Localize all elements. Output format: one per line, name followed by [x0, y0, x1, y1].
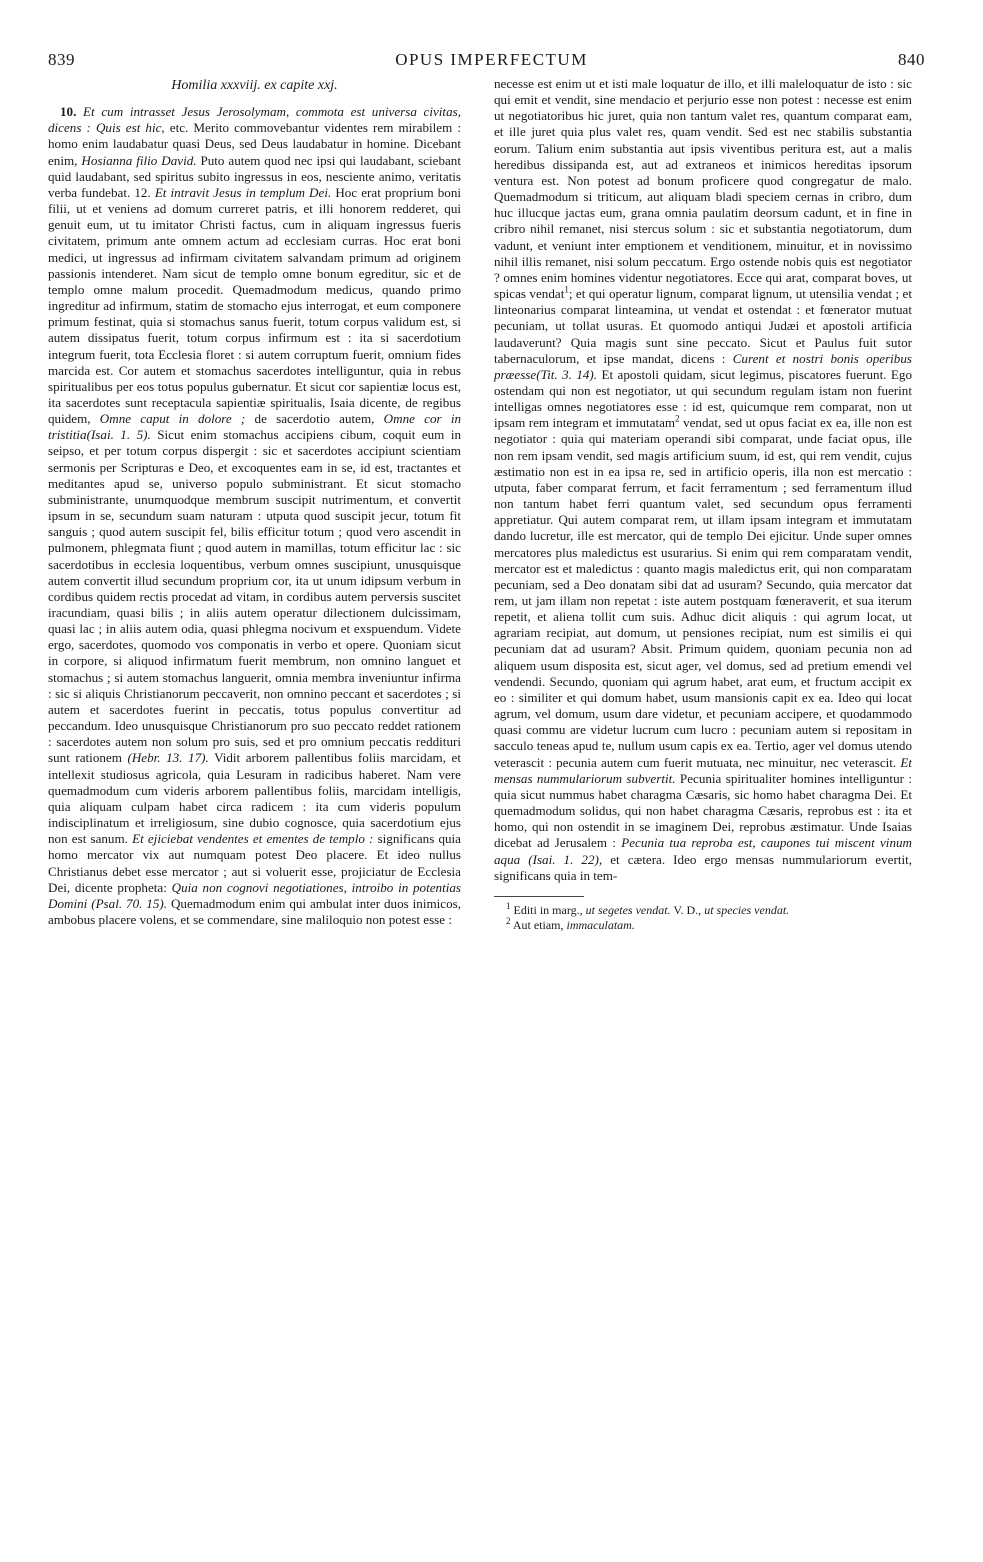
scripture-reference: (Tit. 3. 14).	[536, 366, 598, 382]
scripture-quote: Quia non cognovi negotiationes, introibo in potentias Domini	[48, 879, 461, 911]
scripture-quote: Et mensas nummulariorum subvertit.	[494, 754, 912, 786]
scripture-reference: (Hebr. 13. 17).	[127, 750, 209, 766]
body-text: et cætera. Ideo ergo mensas nummulariorum evertit, significans quia in tem-	[494, 851, 913, 883]
scripture-quote: Omne cor in tristitia	[48, 411, 462, 443]
footnote-text: ut segetes vendat.	[585, 902, 671, 917]
body-text: significans quia homo mercator vix aut numquam potest Deo placere. Et ideo nullus Christianus debet esse mercator ; aut si voluerit esse, projiciatur de Ecclesia Dei, dicente propheta:	[48, 831, 461, 895]
homily-title: Homilia xxxviij. ex capite xxj.	[171, 78, 338, 93]
scripture-quote: Hosianna filio David.	[81, 152, 197, 168]
footnote-mark: 2	[506, 915, 511, 926]
verse-number: 10.	[60, 104, 77, 120]
paragraph	[494, 76, 912, 884]
footnote-text: Editi in marg.,	[513, 902, 583, 917]
running-title: OPUS IMPERFECTUM	[395, 50, 588, 69]
footnote-ref: 2	[675, 413, 680, 424]
verse-number: 12.	[134, 184, 151, 200]
body-text: ; et qui operatur lignum, comparat lignum, ut utensilia vendat ; et linteonarius comparat linteamina, ut vendat et ostendat : et fœnerator mutuat pecuniam, ut tollat usuras. Et quomodo antiqui Judæi et apostoli artificia laudaverunt? Quia magis sunt sine peccato. Sicut et Paulus fuit sutor tabernaculorum, et ipse mandat, dicens :	[494, 286, 912, 366]
footnote-text: immaculatam.	[566, 917, 635, 932]
footnote-mark: 1	[506, 900, 511, 911]
right-column	[494, 76, 912, 933]
footnote-ref: 1	[564, 284, 569, 295]
body-text: etc. Merito commovebantur videntes rem mirabilem : homo enim laudabatur quasi Deus, sed Deus laudabatur in homine. Dicebant enim,	[48, 120, 461, 168]
body-text: Puto autem quod nec ipsi qui laudabant, sciebant quid laudabant, sed spiritus subito ingressus in eos, nesciente animo, veritatis verba fundebat.	[48, 152, 461, 200]
scripture-quote: Curent et nostri bonis operibus præesse	[494, 350, 913, 382]
scripture-quote: Et ejiciebat vendentes et ementes de templo :	[132, 831, 374, 847]
body-text: necesse est enim ut et isti male loquatur de illo, et illi maleloquatur de isto : sic qui emit et vendit, sine mendacio et perjurio esse non potest : necesse est enim ut negotiatoribus hic juret, quia non tantum valet res, quantum comparat eam, et ille juret quia plus valet res, quam vendit. Sed est nec stabilis substantia eorum. Talium enim substantia aut ipsis viventibus peritura est, aut a malis heredibus dissipanda est, aut ad extraneos et inimicos hereditas ipsorum ventura est. Non potest ad bonum proficere quod congregatur de malo. Quemadmodum si triticum, aut aliquam bladi speciem cernas in cribro, dum huc illucque jactas eum, grana omnia paulatim deorsum cadunt, et in fine in cribro nihil remanet, nisi stercus solum : sic et substantia negotiatorum, dum vadunt, et veniunt inter emptionem et venditionem, minuitur, et in novissimo nihil illis remanet, nisi solum peccatum. Ergo ostende nobis quis est negotiator ? omnes enim homines videntur negotiatores. Ecce qui arat, comparat boves, ut spicas vendat	[494, 76, 912, 302]
body-text: Quemadmodum enim qui ambulat inter duos inimicos, ambobus placere volens, et se commendare, sine maliloquio non potest esse :	[48, 895, 462, 927]
body-text: Et apostoli quidam, sicut legimus, piscatores fuerunt. Ego ostendam qui non est negotiator, ut qui secundum regulam istam non fuerint intelligas omnes negotiatores esse : id est, quicumque rem comparat, non ut ipsam rem integram et immutatam	[494, 366, 912, 431]
page-number-left: 839	[48, 50, 75, 69]
footnote-text: ut species vendat.	[704, 902, 790, 917]
footnote	[494, 915, 912, 933]
page-number-right: 840	[898, 50, 925, 69]
body-text: vendat, sed ut opus faciat ex ea, ille non est negotiator : quia qui materiam operandi sibi comparat, unde faciat opus, ille non rem ipsam vendit, sed magis artificium suum, id est, qui rem vendit, cujus æstimatio non est in ea ipsa re, sed in artificio operis, illa non est mercatio : utputa, faber comparat ferrum, et facit ferramentum ; sed ferramentum illud non tantum habet ferri quantum valet, sed secundum opus ferramenti appretiatur. Qui autem comparat rem, ut illam ipsam integram et immutatam dando lucretur, ille est mercator, qui de templo Dei ejicitur. Unde super omnes mercatores plus maledictus est usurarius. Si enim qui rem comparatam vendit, mercator est et maledictus : quanto magis maledictus erit, qui non comparatam pecuniam, sed a Deo donatam sibi dat ad usuram? Secundo, quia mercator dat rem, ut jam illam non repetat : iste autem postquam fœneraverit, et sua iterum repetit, et aliena tollit cum suis. Adhuc dicit aliquis : qui agrum locat, ut agrariam recipiat, aut domum, ut pensiones recipiat, num est similis ei qui pecuniam dat ad usuram? Absit. Primum quidem, quoniam pecunia non ad aliquem usum disposita est, sicut ager, vel domus, sed ad pretium emendi vel vendendi. Secundo, quoniam qui agrum habet, arat eum, et fructum accipit ex eo : similiter et qui domum habet, usum mansionis capit ex ea. Ideo qui locat agrum, vel domum, usum dare videtur, et pecuniam accipere, et quodammodo quasi commu are videtur lucrum cum lucro : pecuniam autem si repositam in sacculo teneas apud te, nullum usum capis ex ea. Tertio, ager vel domus utendo veterascit : pecunia autem cum fuerit mutuata, nec minuitur, nec veterascit.	[494, 415, 913, 770]
left-column	[48, 76, 461, 928]
paragraph	[48, 104, 461, 928]
scripture-quote: Pecunia tua reproba est, caupones tui miscent vinum aqua	[494, 835, 912, 867]
body-text: Pecunia spiritualiter homines intelliguntur : quia sicut nummus habet charagma Cæsaris, sic homo habet charagma Dei. Et quemadmodum solidus, qui non habet charagma Cæsaris, reprobus est : ita et homo, qui non ostendit in se imaginem Dei, reprobus æstimatur. Unde Isaias dicebat ad Jerusalem :	[494, 770, 912, 851]
body-text: de sacerdotio autem,	[254, 411, 375, 427]
scripture-reference: (Psal. 70. 15).	[91, 895, 168, 911]
footnote-rule	[494, 896, 584, 897]
body-text: Sicut enim stomachus accipiens cibum, coquit eum in seipso, et per totum corpus dispergit : sic et sacerdotes accipiunt scientiam sermonis per Scripturas e Deo, et excoquentes eam in se, id est, tractantes et meditantes apud se, universo populo subministrant. Et sicut stomacho subministrante, unumquodque membrum suscipit nutrimentum, et convertit ipsum in se, secundum suam naturam : utputa quod suscipit jecur, totum fit sanguis ; quod autem suscipit fel, bilis efficitur totum ; quod vero ascendit in pulmonem, phlegmata fiunt ; quod autem in mamillas, totum efficitur lac : sic sacerdotibus in ecclesia loquentibus, verbum omnes suscipiunt, unusquisque autem convertit illud secundum proprium cor, ita ut unum idipsum verbum in cordibus quidem rectis procedat ad vitam, in cordibus autem perversis suscitet iracundiam, quasi bilis ; in aliis autem operatur dilectionem dulcissimam, quasi lac ; in aliis autem odia, quasi phlegma nocivum et exspuendum. Videte ergo, sacerdotes, quomodo vos componatis in verbo et opere. Quoniam sicut in corpore, si aliquod infirmatum fuerit membrum, non omnino languet et stomachus ; si autem stomachus languerit, omnia membra inveniuntur infirma : sic si aliquis Christianorum peccaverit, non omnino peccant et sacerdotes ; si autem et sacerdotes fuerint in peccatis, totus populus convertitur ad peccandum. Ideo unusquisque Christianorum pro suo peccato reddet rationem : sacerdotes autem non solum pro suis, sed et pro omnium peccatis reddituri sunt rationem	[48, 427, 461, 766]
body-text: Vidit arborem pallentibus foliis marcidam, et intellexit studiosus agricola, quia Lesuram in radicibus haberet. Nam vere quemadmodum cum videris arborem pallentibus foliis, marcidam intelligis, quia aliquam culpam habet circa radicem : ita cum videris populum indisciplinatum et irreligiosum, sine dubio cognosce, quia sacerdotium ejus non est sanum.	[48, 750, 461, 847]
body-text: Hoc erat proprium boni filii, ut et veniens ad domum curreret patris, et illi honorem redderet, qui genuit eum, ut tu imitator Christi factus, cum in aliquam ingressus fueris civitatem, primum ante omnem actum ad ecclesiam curras. Hoc erat boni medici, ut ingressus ad infirmam civitatem salvandam primum ad originem passionis intenderet. Nam sicut de templo omne bonum egreditur, sic et de templo omne malum procedit. Quemadmodum medicus, quando primo ingreditur ad infirmum, statim de stomacho ejus interrogat, et eum componere primum festinat, quia si stomachus sanus fuerit, totum corpus validum est, si autem dissipatus fuerit, totum corpus infirmum est : ita si sacerdotium integrum fuerit, tota Ecclesia floret : si autem corruptum fuerit, omnium fides marcida est. Cor autem et stomachus sacerdotes intelliguntur, quia in rebus spiritualibus per eos totus populus gubernatur. Et sicut cor sapientiæ locus est, ita sacerdotes sunt receptacula sapientiæ spiritualis, Isaia dicente, de regibus quidem,	[48, 184, 462, 427]
footnote-text: V. D.,	[673, 902, 702, 917]
footnote	[494, 900, 912, 918]
scripture-reference: (Isai. 1. 5).	[86, 427, 151, 443]
footnote-text: Aut etiam,	[512, 917, 564, 932]
scripture-quote: Omne caput in dolore ;	[99, 411, 246, 427]
scripture-reference: (Isai. 1. 22),	[528, 851, 603, 867]
scripture-quote: Et cum intrasset Jesus Jerosolymam, commota est universa civitas, dicens : Quis est hic,	[48, 104, 461, 136]
scripture-quote: Et intravit Jesus in templum Dei.	[154, 184, 332, 200]
